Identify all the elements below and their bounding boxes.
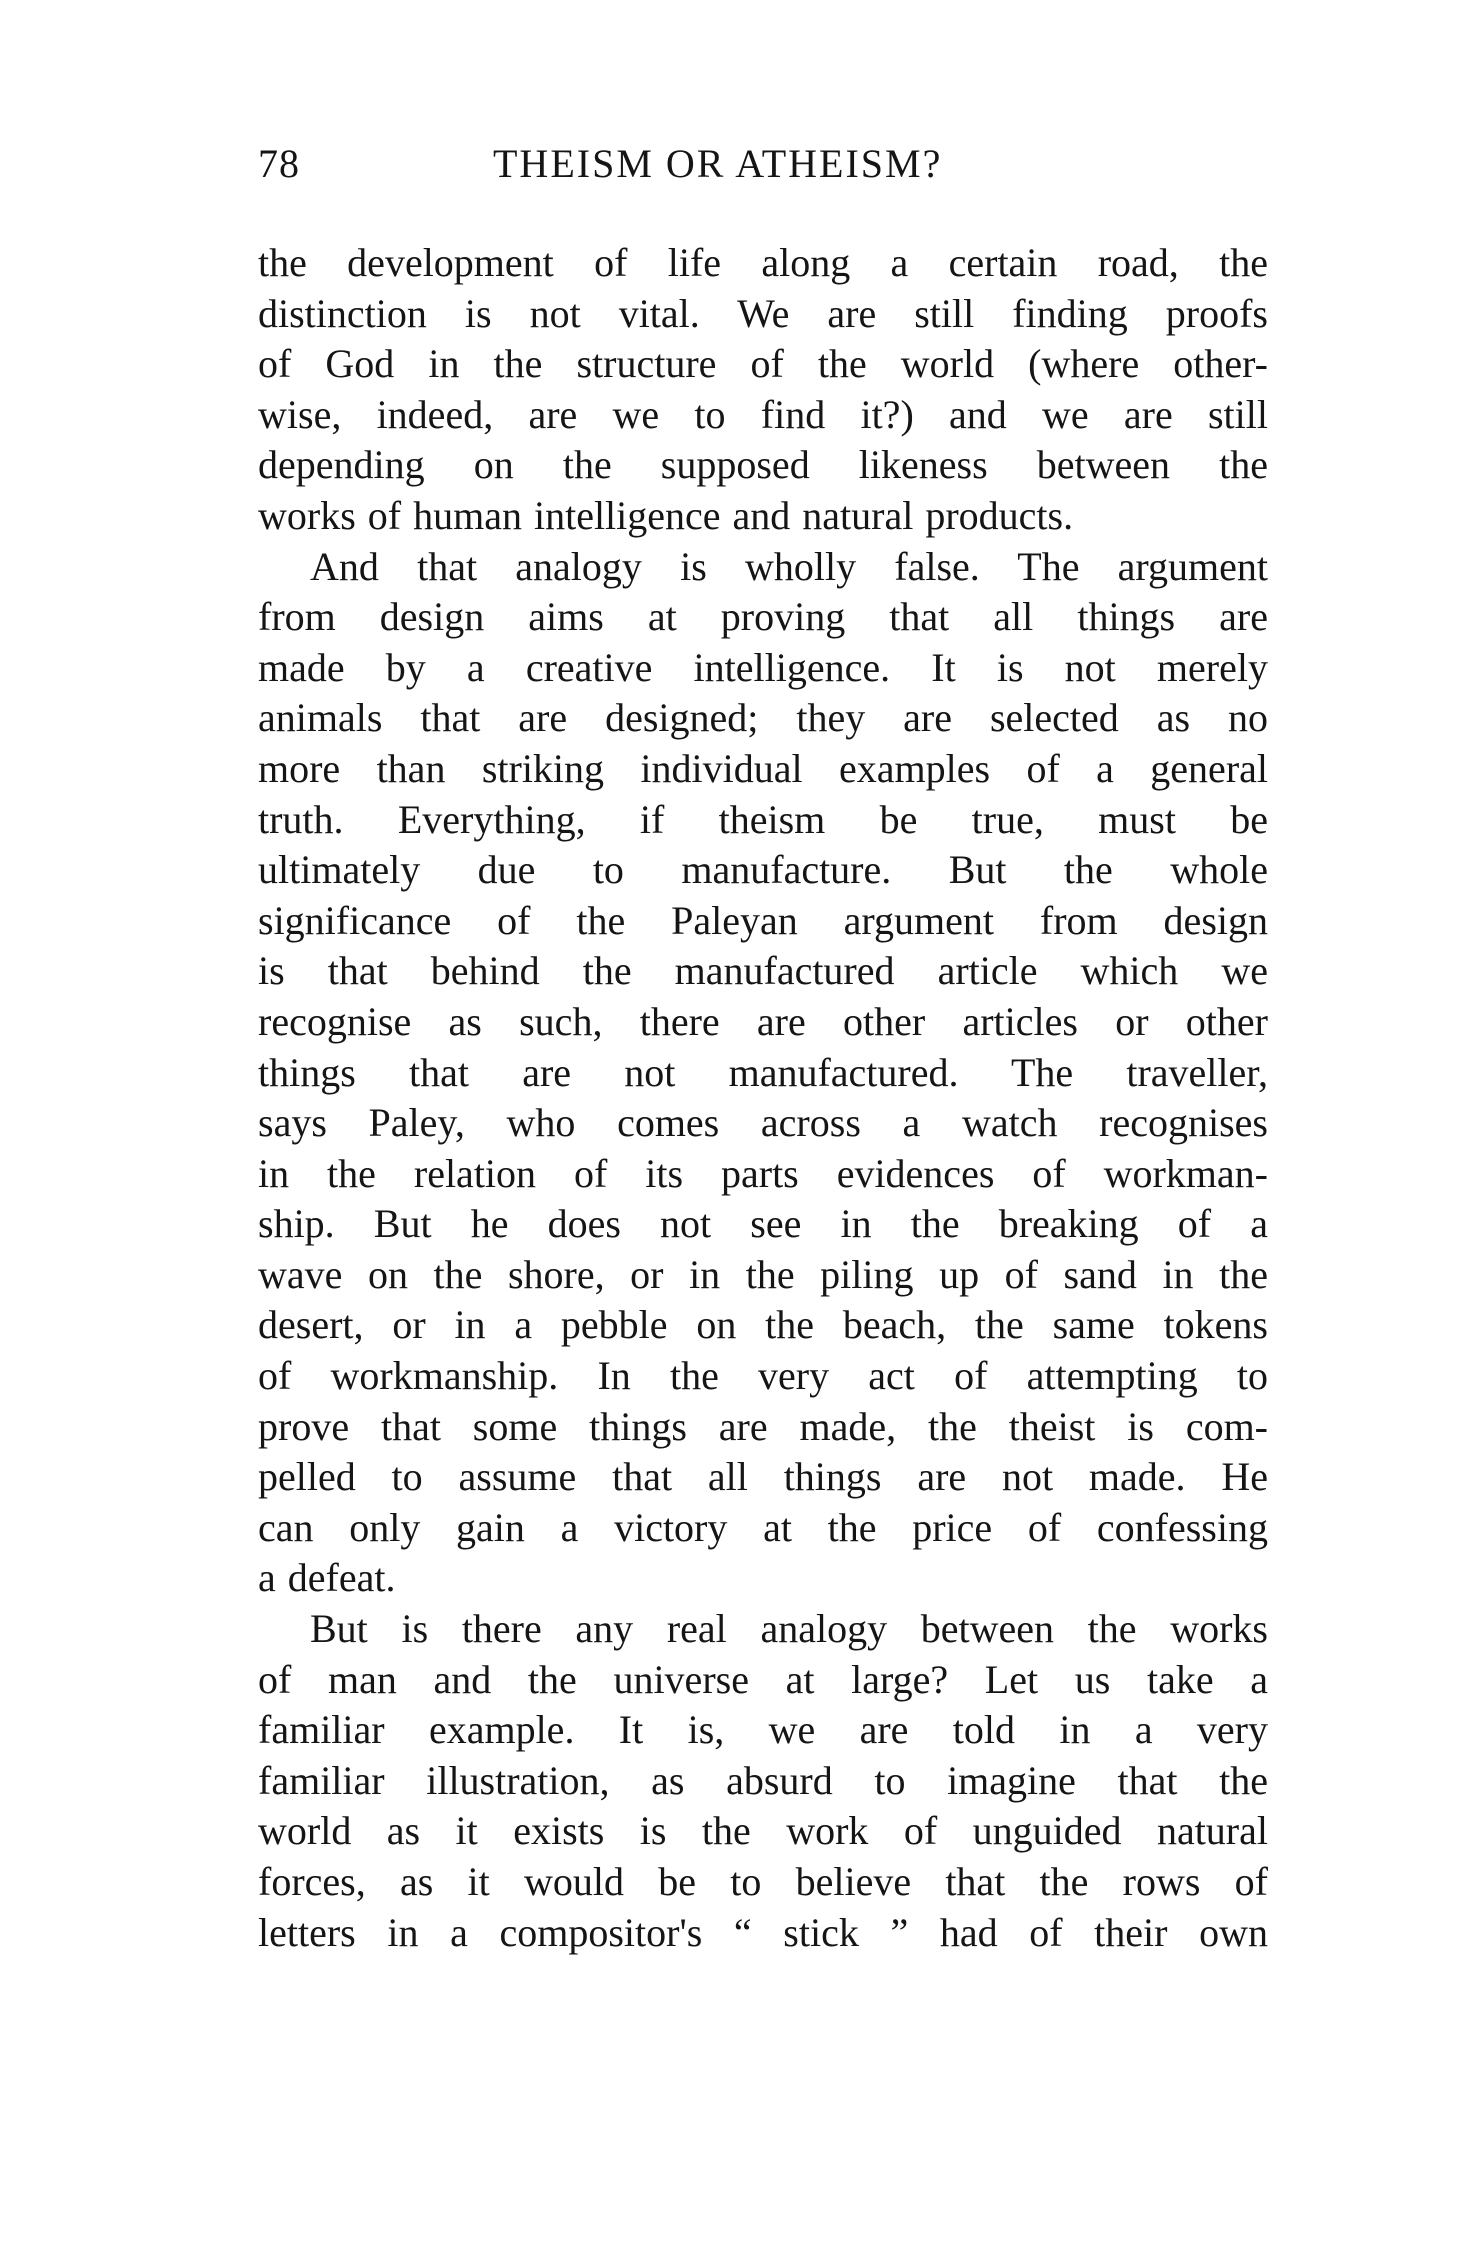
text-line: desert, or in a pebble on the beach, the same tokens (258, 1302, 1268, 1348)
text-line: significance of the Paleyan argument from design (258, 897, 1268, 943)
text-line: ship. But he does not see in the breaking of a (258, 1201, 1268, 1247)
text-line: But is there any real analogy between the works (310, 1606, 1268, 1652)
text-line: animals that are designed; they are selected as no (258, 695, 1268, 741)
paragraph (258, 1604, 1268, 1958)
running-title: THEISM OR ATHEISM? (493, 141, 943, 186)
text-line: is that behind the manufactured article which we (258, 948, 1268, 994)
text-line: familiar example. It is, we are told in a very (258, 1707, 1268, 1753)
text-line: things that are not manufactured. The traveller, (258, 1049, 1268, 1095)
text-line: letters in a compositor's “ stick ” had of their own (258, 1909, 1268, 1955)
text-line: a defeat. (258, 1555, 396, 1601)
text-line: wise, indeed, are we to find it?) and we are still (258, 391, 1268, 437)
text-line: world as it exists is the work of unguided natural (258, 1808, 1268, 1854)
text-line: distinction is not vital. We are still finding proofs (258, 290, 1268, 336)
paragraph (258, 238, 1268, 542)
text-line: can only gain a victory at the price of confessing (258, 1504, 1268, 1550)
text-line: of God in the structure of the world (where other- (258, 341, 1268, 387)
text-line: works of human intelligence and natural products. (258, 492, 1074, 538)
text-line: truth. Everything, if theism be true, must be (258, 796, 1268, 842)
text-line: depending on the supposed likeness between the (258, 442, 1268, 488)
text-line: from design aims at proving that all things are (258, 594, 1268, 640)
text-line: ultimately due to manufacture. But the whole (258, 847, 1268, 893)
text-line: recognise as such, there are other articles or other (258, 998, 1268, 1044)
paragraph (258, 542, 1268, 1604)
body-text (258, 238, 1268, 1958)
text-line: prove that some things are made, the theist is com- (258, 1403, 1268, 1449)
text-line: wave on the shore, or in the piling up of sand in the (258, 1251, 1268, 1297)
text-line: of man and the universe at large? Let us take a (258, 1656, 1268, 1702)
text-line: says Paley, who comes across a watch recognises (258, 1100, 1268, 1146)
text-line: familiar illustration, as absurd to imagine that the (258, 1757, 1268, 1803)
text-line: in the relation of its parts evidences of workman- (258, 1150, 1268, 1196)
text-line: And that analogy is wholly false. The argument (310, 543, 1268, 589)
text-line: more than striking individual examples of a general (258, 745, 1268, 791)
text-line: of workmanship. In the very act of attempting to (258, 1353, 1268, 1399)
page-number: 78 (258, 141, 300, 186)
text-line: forces, as it would be to believe that the rows of (258, 1859, 1268, 1904)
running-head (258, 140, 1268, 190)
text-line: made by a creative intelligence. It is not merely (258, 644, 1268, 690)
text-line: pelled to assume that all things are not made. He (258, 1454, 1268, 1500)
text-line: the development of life along a certain road, the (258, 240, 1268, 285)
